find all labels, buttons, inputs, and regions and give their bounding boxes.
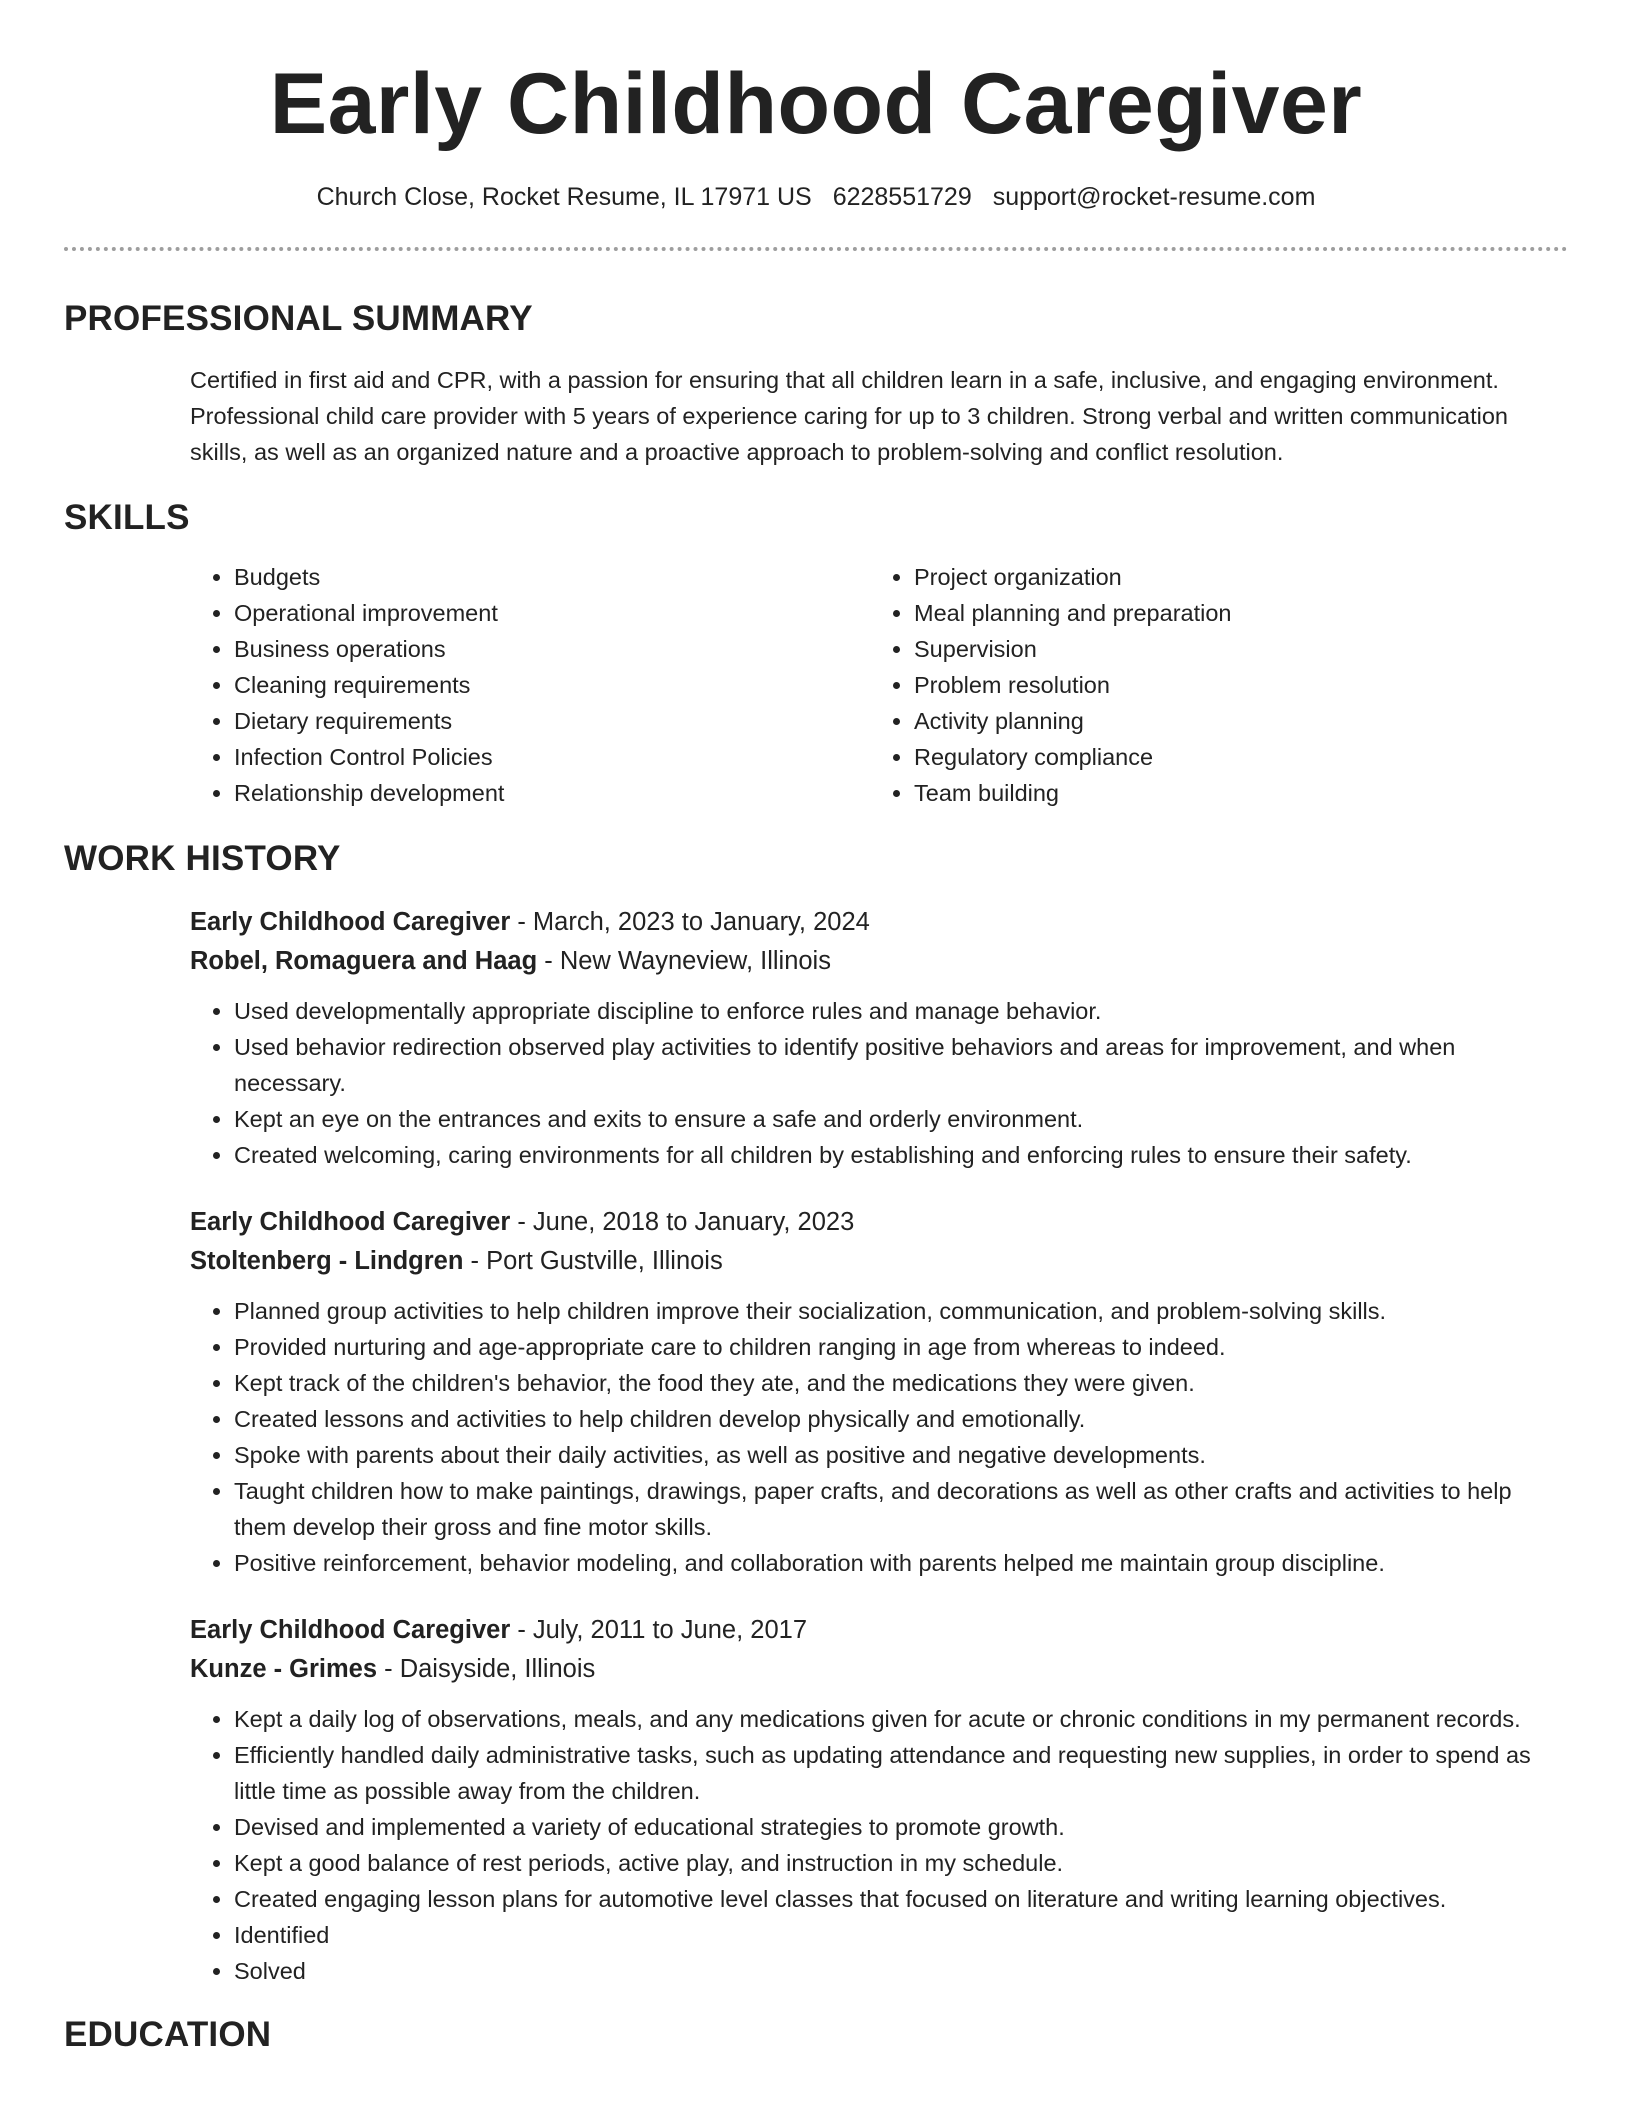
job-bullet: • Used behavior redirection observed play activities to identify positive behaviors and areas for improvement, and when necessary. [234,1029,1568,1101]
job-bullet: • Identified [234,1917,1568,1953]
skill-item: • Business operations [234,631,870,667]
job-bullets [190,993,1568,1173]
header-divider [64,247,1568,251]
job-bullet: • Spoke with parents about their daily activities, as well as positive and negative developments. [234,1437,1568,1473]
job-dates: - March, 2023 to January, 2024 [510,908,870,936]
job-location: - New Wayneview, Illinois [537,947,831,975]
skill-item: • Team building [914,775,1568,811]
job-bullet: • Solved [234,1953,1568,1989]
job-title: Early Childhood Caregiver [190,908,511,936]
job-bullet: • Taught children how to make paintings, drawings, paper crafts, and decorations as well as other crafts and activities to help them develop their gross and fine motor skills. [234,1473,1568,1545]
job-title-line [190,1611,1568,1650]
contact-address: Church Close, Rocket Resume, IL 17971 US [316,183,812,211]
skills-column-right [870,559,1568,811]
skill-item: • Relationship development [234,775,870,811]
job-bullet: • Positive reinforcement, behavior modeling, and collaboration with parents helped me maintain group discipline. [234,1545,1568,1581]
skill-item: • Operational improvement [234,595,870,631]
skill-item: • Project organization [914,559,1568,595]
job-entry [190,903,1568,1173]
job-bullets [190,1293,1568,1581]
job-company: Robel, Romaguera and Haag [190,947,538,975]
job-title-line [190,903,1568,942]
job-bullet: • Created welcoming, caring environments for all children by establishing and enforcing rules to ensure their safety. [234,1137,1568,1173]
job-title-line [190,1203,1568,1242]
candidate-name: Early Childhood Caregiver [269,56,1363,152]
skill-item: • Activity planning [914,703,1568,739]
job-bullet: • Provided nurturing and age-appropriate care to children ranging in age from whereas to indeed. [234,1329,1568,1365]
job-company-line [190,1650,1568,1689]
summary-text: Certified in first aid and CPR, with a passion for ensuring that all children learn in a safe, inclusive, and engaging environment. Professional child care provider with 5 years of experience caring for up to 3 children. Strong verbal and written communication skills, as well as an organized nature and a proactive approach to problem-solving and conflict resolution. [190,367,1508,465]
job-dates: - July, 2011 to June, 2017 [510,1616,807,1644]
job-location: - Port Gustville, Illinois [463,1247,723,1275]
section-heading-skills: SKILLS [64,498,190,537]
job-entry [190,1611,1568,1989]
skill-item: • Problem resolution [914,667,1568,703]
skill-item: • Budgets [234,559,870,595]
job-location: - Daisyside, Illinois [377,1655,596,1683]
contact-line [64,180,1568,214]
skill-item: • Infection Control Policies [234,739,870,775]
skill-item: • Supervision [914,631,1568,667]
job-company: Stoltenberg - Lindgren [190,1247,464,1275]
skills-column-left [190,559,870,811]
job-company: Kunze - Grimes [190,1655,378,1683]
job-title: Early Childhood Caregiver [190,1208,511,1236]
job-title: Early Childhood Caregiver [190,1616,511,1644]
job-bullets [190,1701,1568,1989]
job-bullet: • Created lessons and activities to help children develop physically and emotionally. [234,1401,1568,1437]
job-bullet: • Devised and implemented a variety of educational strategies to promote growth. [234,1809,1568,1845]
work-history-list [64,903,1568,1989]
section-heading-education: EDUCATION [64,2015,272,2054]
job-bullet: • Kept track of the children's behavior, the food they ate, and the medications they were given. [234,1365,1568,1401]
job-dates: - June, 2018 to January, 2023 [510,1208,855,1236]
job-bullet: • Planned group activities to help children improve their socialization, communication, and problem-solving skills. [234,1293,1568,1329]
job-bullet: • Kept a good balance of rest periods, active play, and instruction in my schedule. [234,1845,1568,1881]
job-company-line [190,1242,1568,1281]
job-bullet: • Created engaging lesson plans for automotive level classes that focused on literature and writing learning objectives. [234,1881,1568,1917]
skill-item: • Meal planning and preparation [914,595,1568,631]
section-heading-work-history: WORK HISTORY [64,839,341,878]
contact-phone: 6228551729 [832,183,972,211]
job-bullet: • Kept a daily log of observations, meals, and any medications given for acute or chronic conditions in my permanent records. [234,1701,1568,1737]
skill-item: • Dietary requirements [234,703,870,739]
skills-list [64,559,1568,811]
job-company-line [190,942,1568,981]
job-entry [190,1203,1568,1581]
job-bullet: • Efficiently handled daily administrative tasks, such as updating attendance and requesting new supplies, in order to spend as little time as possible away from the children. [234,1737,1568,1809]
skill-item: • Cleaning requirements [234,667,870,703]
section-heading-summary: PROFESSIONAL SUMMARY [64,299,533,338]
skill-item: • Regulatory compliance [914,739,1568,775]
job-bullet: • Kept an eye on the entrances and exits to ensure a safe and orderly environment. [234,1101,1568,1137]
job-bullet: • Used developmentally appropriate discipline to enforce rules and manage behavior. [234,993,1568,1029]
contact-email: support@rocket-resume.com [992,183,1316,211]
